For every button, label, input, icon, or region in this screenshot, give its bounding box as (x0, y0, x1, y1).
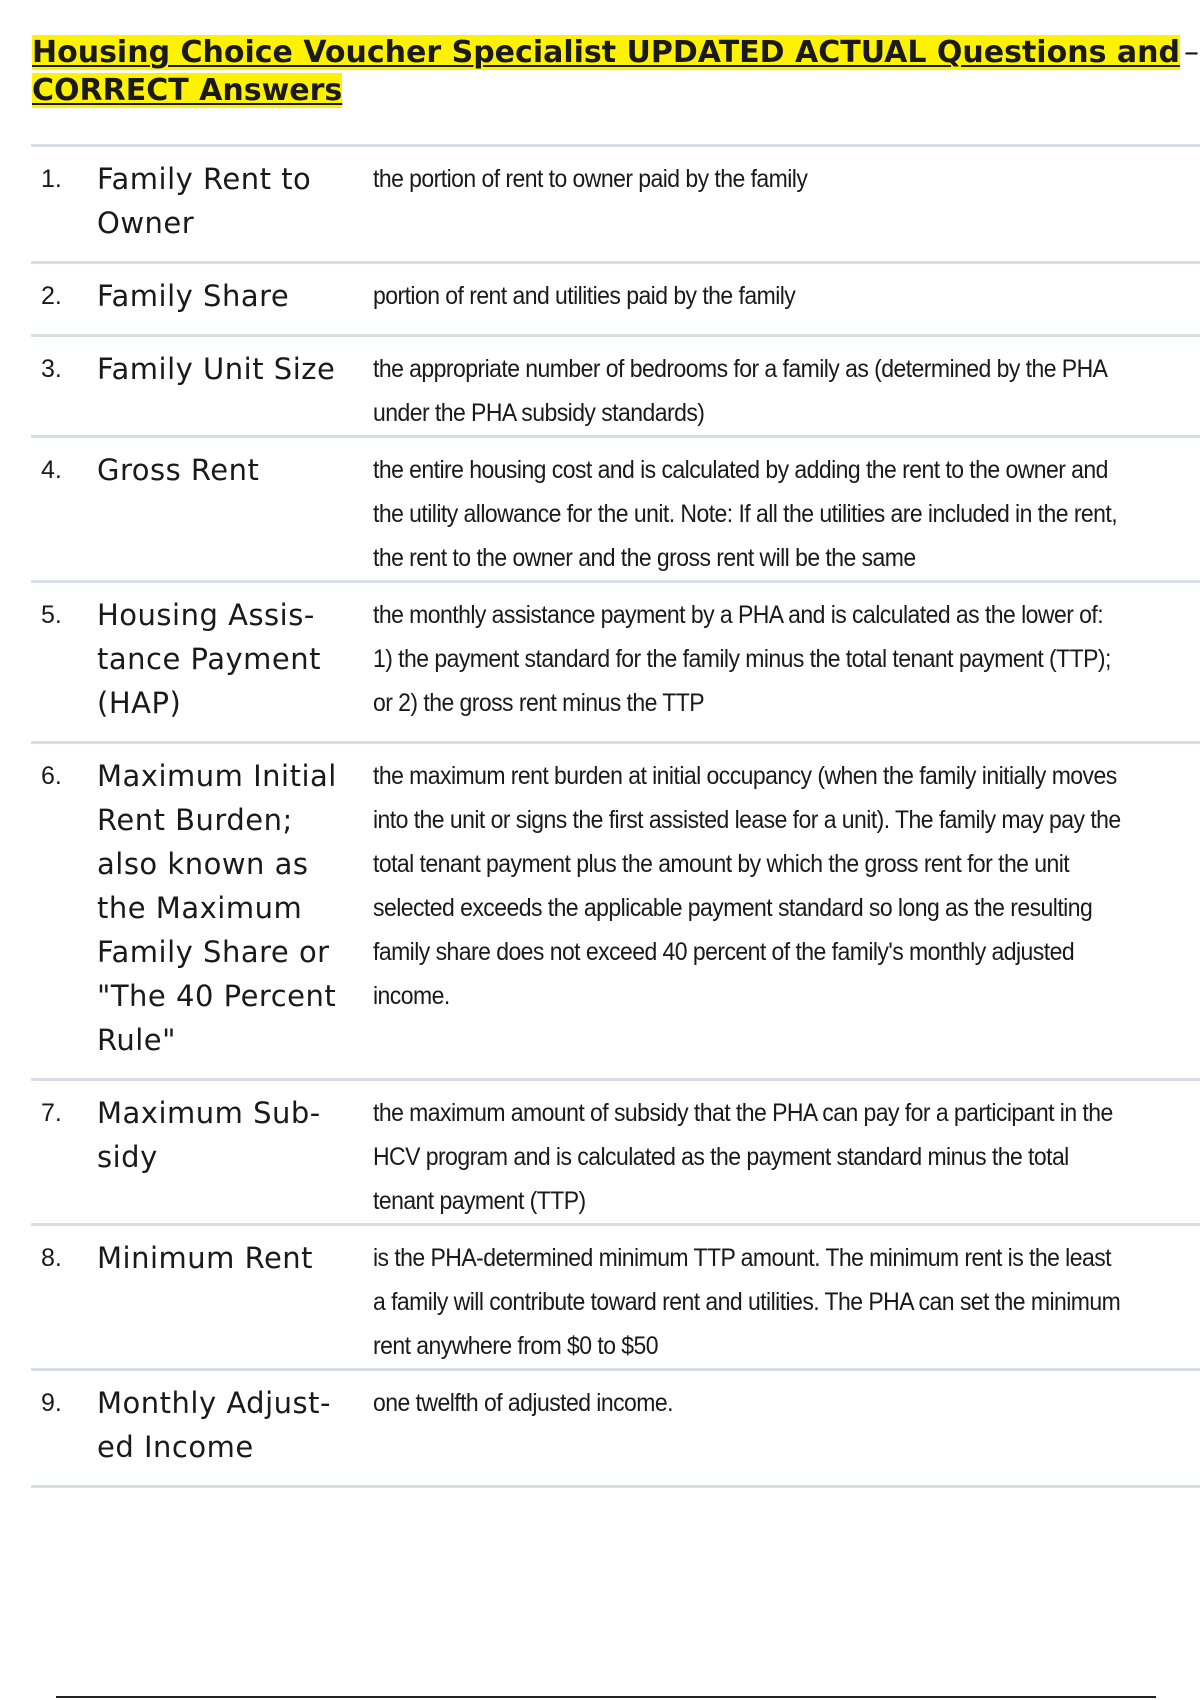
item-term: Maximum Sub- sidy (97, 1096, 321, 1174)
footer-divider (56, 1696, 1156, 1698)
title-line-1 (32, 34, 1199, 72)
item-number: 9. (41, 1389, 62, 1417)
item-number: 4. (41, 456, 62, 484)
qa-row (31, 580, 1200, 741)
item-definition: portion of rent and utilities paid by the family (373, 282, 796, 310)
item-term: Housing Assis- tance Payment (HAP) (97, 598, 321, 720)
item-term: Maximum Initial Rent Burden; also known as the Maximum Family Share or "The 40 Percent Rule" (97, 759, 337, 1057)
item-definition: the portion of rent to owner paid by the family (373, 165, 808, 193)
item-definition: is the PHA-determined minimum TTP amount. The minimum rent is the least a family will contribute toward rent and utilities. The PHA can set the minimum rent anywhere from $0 to $50 (373, 1244, 1121, 1360)
item-definition: the maximum amount of subsidy that the PHA can pay for a participant in the HCV program and is calculated as the payment standard minus the total tenant payment (TTP) (373, 1099, 1113, 1215)
qa-row (31, 435, 1200, 580)
qa-row (31, 1368, 1200, 1488)
qa-row (31, 261, 1200, 334)
item-term: Minimum Rent (97, 1241, 314, 1275)
item-term: Family Rent to Owner (97, 162, 312, 240)
title-line-2 (32, 72, 1152, 110)
item-definition: one twelfth of adjusted income. (373, 1389, 673, 1417)
title-dash: – (1183, 35, 1199, 70)
qa-row (31, 334, 1200, 435)
item-term: Family Unit Size (97, 352, 336, 386)
qa-row (31, 144, 1200, 261)
item-definition: the maximum rent burden at initial occupancy (when the family initially moves into the unit or signs the first assisted lease for a unit). The family may pay the total tenant payment plus the amount by which the gross rent for the unit selected exceeds the applicable payment standard so long as the resulting family share does not exceed 40 percent of the family's monthly adjusted income. (373, 762, 1121, 1010)
item-number: 6. (41, 762, 62, 790)
item-number: 5. (41, 601, 62, 629)
item-number: 7. (41, 1099, 62, 1127)
item-term: Monthly Adjust- ed Income (97, 1386, 331, 1464)
item-definition: the monthly assistance payment by a PHA and is calculated as the lower of: 1) the payment standard for the family minus the total tenant payment (TTP); or 2) the gross rent minus the TTP (373, 601, 1111, 717)
item-number: 2. (41, 282, 62, 310)
item-definition: the entire housing cost and is calculated by adding the rent to the owner and the utility allowance for the unit. Note: If all the utilities are included in the rent, the rent to the owner and the gross rent will be the same (373, 456, 1118, 572)
title-text-1: Housing Choice Voucher Specialist UPDATED ACTUAL Questions and (32, 35, 1180, 70)
item-number: 3. (41, 355, 62, 383)
item-term: Family Share (97, 279, 290, 313)
qa-row (31, 741, 1200, 1078)
qa-row (31, 1223, 1200, 1368)
item-number: 1. (41, 165, 62, 193)
qa-list (31, 144, 1200, 1488)
qa-row (31, 1078, 1200, 1223)
item-term: Gross Rent (97, 453, 260, 487)
title-text-2: CORRECT Answers (32, 73, 343, 108)
item-number: 8. (41, 1244, 62, 1272)
item-definition: the appropriate number of bedrooms for a family as (determined by the PHA under the PHA subsidy standards) (373, 355, 1107, 427)
document-title (32, 34, 1199, 110)
